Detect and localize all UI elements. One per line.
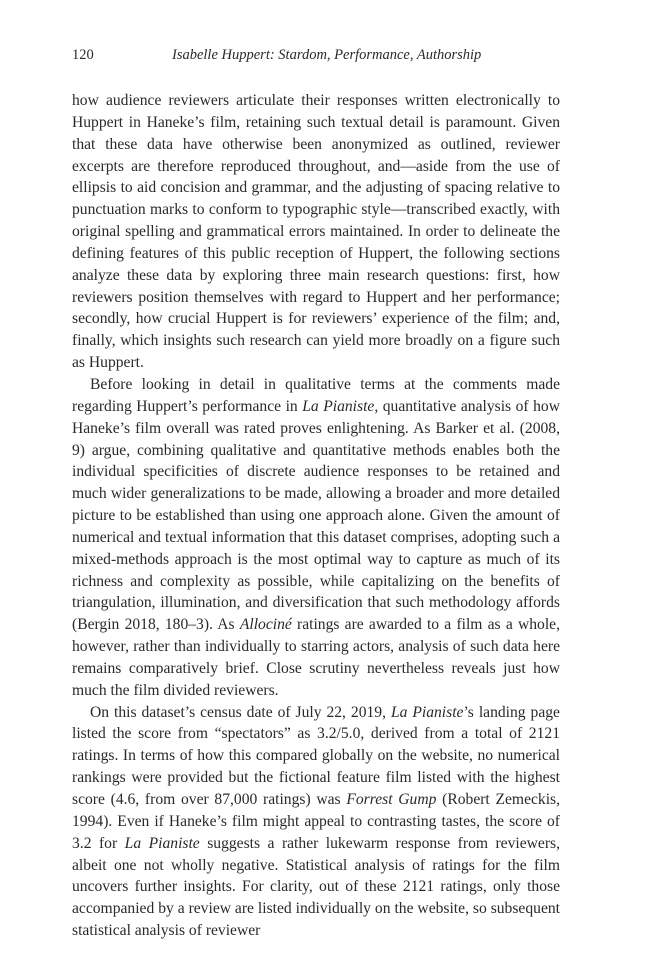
- paragraph: [72, 90, 560, 374]
- paragraph-text: ’s landing page listed the score from “spectators” as 3.2/5.0, derived from a total of 2121 ratings. In terms of how this compared globally on the website, no numerical rankings were provided but the fictional feature film listed with the highest score (4.6, from over 87,000 ratings) was: [72, 703, 560, 808]
- website-name-italic: Allociné: [239, 616, 292, 634]
- paragraph: [72, 702, 560, 942]
- paragraph-text: ratings are awarded to a film as a whole, however, rather than individually to starring actors, analysis of such data here remains comparatively brief. Close scrutiny nevertheless reveals just how much the film divided reviewers.: [72, 616, 560, 699]
- paragraph-text: On this dataset’s census date of July 22, 2019,: [90, 703, 391, 721]
- film-title-italic: Forrest Gump: [346, 791, 437, 808]
- paragraph-text: suggests a rather lukewarm response from reviewers, albeit one not wholly negative. Statistical analysis of ratings for the film uncovers further insights. For clarity, out of these 2121 ratings, only those accompanied by a review are listed individually on the website, so subsequent statistical analysis of reviewer: [72, 834, 560, 940]
- paragraph-text: how audience reviewers articulate their responses written electronically to Huppert in Haneke’s film, retaining such textual detail is paramount. Given that these data have otherwise been anonymized as outlined, reviewer excerpts are therefore reproduced throughout, and—aside from the use of ellipsis to aid concision and grammar, and the adjusting of spacing relative to punctuation marks to conform to typographic style—transcribed exactly, with original spelling and grammatical errors maintained. In order to delineate the defining features of this public reception of Huppert, the following sections analyze these data by exploring three main research questions: first, how reviewers position themselves with regard to Huppert and her performance; secondly, how crucial Huppert is for reviewers’ experience of the film; and, finally, which insights such research can yield more broadly on a figure such as Huppert.: [72, 92, 560, 372]
- film-title-italic: La Pianiste: [302, 397, 375, 415]
- page-number: 120: [72, 47, 94, 63]
- running-head: [72, 47, 560, 67]
- paragraph: [72, 374, 560, 702]
- film-title-italic: La Pianiste: [124, 834, 200, 852]
- paragraph-text: , quantitative analysis of how Haneke’s film overall was rated proves enlightening. As Barker et al. (2008, 9) argue, combining qualitative and quantitative methods enables both the individual specificities of discrete audience responses to be retained and much wider generalizations to be made, allowing a broader and more detailed picture to be established than using one approach alone. Given the amount of numerical and textual information that this dataset comprises, adopting such a mixed-methods approach is the most optimal way to capture as much of its richness and complexity as possible, while capitalizing on the benefits of triangulation, illumination, and diversification that such methodology affords (Bergin 2018, 180–3). As: [72, 397, 560, 634]
- running-title: Isabelle Huppert: Stardom, Performance, Authorship: [172, 47, 482, 63]
- paragraph-text: Before looking in detail in qualitative terms at the comments made regarding Huppert’s performance in: [72, 375, 560, 415]
- body-text: [72, 90, 560, 942]
- paragraph-text: (Robert Zemeckis, 1994). Even if Haneke’s film might appeal to contrasting tastes, the score of 3.2 for: [72, 791, 561, 852]
- film-title-italic: La Pianiste: [390, 703, 464, 721]
